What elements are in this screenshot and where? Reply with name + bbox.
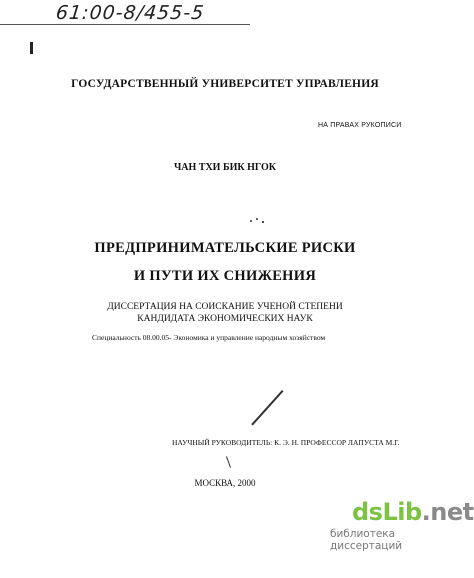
print-speck <box>262 221 264 223</box>
specialty-line: Специальность 08.00.05- Экономика и управление народным хозяйством <box>92 333 326 342</box>
logo-part-2: .net <box>421 498 474 526</box>
dissertation-line-2: КАНДИДАТА ЭКОНОМИЧЕСКИХ НАУК <box>137 314 313 324</box>
city-year: МОСКВА, 2000 <box>194 478 256 488</box>
manuscript-note: НА ПРАВАХ РУКОПИСИ <box>318 122 402 129</box>
logo-part-1: dsLib <box>352 498 422 526</box>
university-name: ГОСУДАРСТВЕННЫЙ УНИВЕРСИТЕТ УПРАВЛЕНИЯ <box>71 78 379 90</box>
title-line-2: И ПУТИ ИХ СНИЖЕНИЯ <box>133 268 317 284</box>
print-speck <box>250 220 252 222</box>
title-line-1: ПРЕДПРИНИМАТЕЛЬСКИЕ РИСКИ <box>94 240 356 256</box>
pen-tick <box>226 456 231 468</box>
corner-mark <box>30 42 33 54</box>
dissertation-line-1: ДИССЕРТАЦИЯ НА СОИСКАНИЕ УЧЕНОЙ СТЕПЕНИ <box>107 302 343 312</box>
handwritten-underline <box>0 24 250 25</box>
dissertation-statement <box>0 301 450 325</box>
author-name: ЧАН ТХИ БИК НГОК <box>173 162 277 173</box>
handwritten-code: 61:00-8/455-5 <box>54 2 206 24</box>
pen-stroke <box>251 390 283 425</box>
print-speck <box>256 218 258 220</box>
dslib-logo[interactable] <box>352 498 474 526</box>
supervisor-line: НАУЧНЫЙ РУКОВОДИТЕЛЬ: К. Э. Н. ПРОФЕССОР ЛАПУСТА М.Г. <box>172 438 400 447</box>
watermark-subtitle: библиотека диссертаций <box>330 528 403 552</box>
